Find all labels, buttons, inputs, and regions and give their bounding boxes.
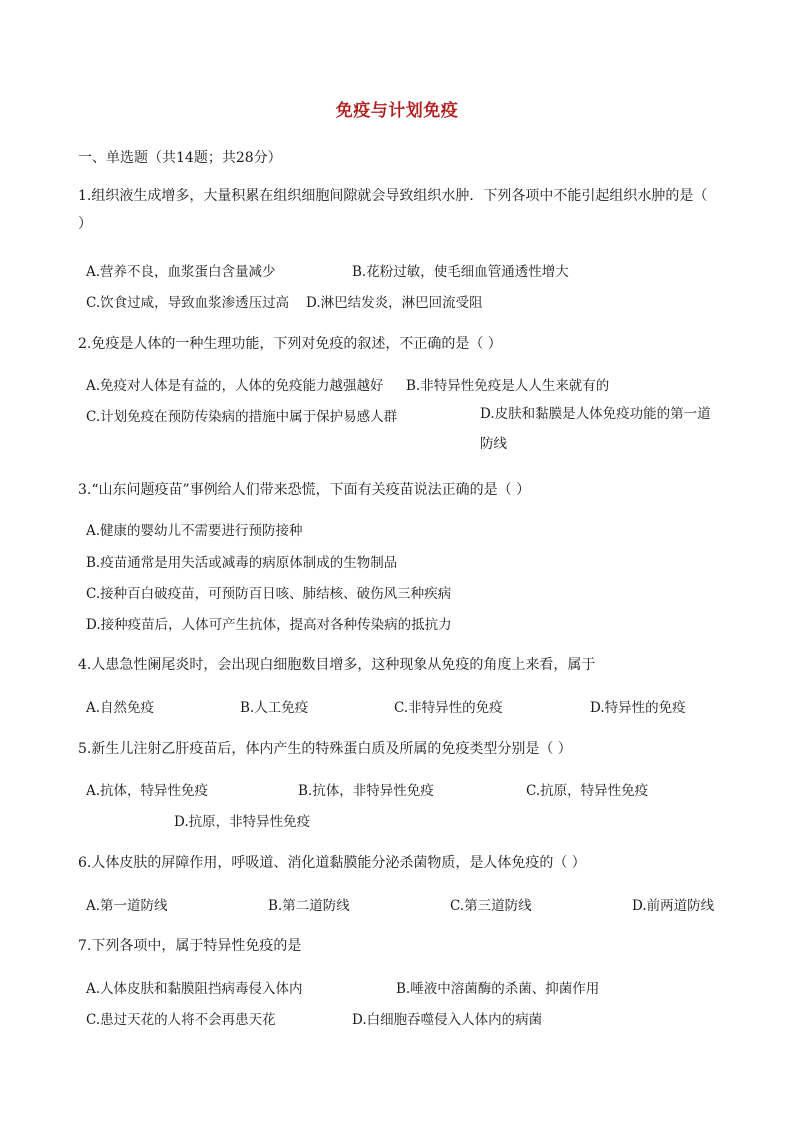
- option-1c: C.饮食过咸，导致血浆渗透压过高: [86, 295, 290, 311]
- option-3d: D.接种疫苗后，人体可产生抗体，提高对各种传染病的抵抗力: [86, 617, 452, 633]
- option-4d: D.特异性的免疫: [590, 700, 686, 716]
- option-5c: C.抗原，特异性免疫: [526, 783, 649, 799]
- option-4a: A.自然免疫: [86, 700, 155, 716]
- question-stem-5: 5.新生儿注射乙肝疫苗后，体内产生的特殊蛋白质及所属的免疫类型分别是（ ）: [78, 741, 572, 757]
- option-3b: B.疫苗通常是用失活或减毒的病原体制成的生物制品: [86, 555, 398, 571]
- section-heading: 一、单选题（共14题；共28分）: [78, 150, 282, 166]
- option-4c: C.非特异性的免疫: [394, 700, 503, 716]
- option-2d: D.皮肤和黏膜是人体免疫功能的第一道防线: [480, 406, 711, 452]
- option-4b: B.人工免疫: [240, 700, 309, 716]
- question-stem-3: 3.“山东问题疫苗”事例给人们带来恐慌，下面有关疫苗说法正确的是（ ）: [78, 482, 531, 498]
- option-7a: A.人体皮肤和黏膜阻挡病毒侵入体内: [86, 981, 303, 997]
- option-6a: A.第一道防线: [86, 898, 168, 914]
- option-2b: B.非特异性免疫是人人生来就有的: [406, 378, 610, 394]
- option-3c: C.接种百白破疫苗，可预防百日咳、肺结核、破伤风三种疾病: [86, 586, 452, 602]
- option-2a: A.免疫对人体是有益的，人体的免疫能力越强越好: [86, 378, 384, 394]
- option-2c: C.计划免疫在预防传染病的措施中属于保护易感人群: [86, 409, 398, 425]
- option-7d: D.白细胞吞噬侵入人体内的病菌: [352, 1012, 543, 1028]
- question-stem-6: 6.人体皮肤的屏障作用，呼吸道、消化道黏膜能分泌杀菌物质，是人体免疫的（ ）: [78, 855, 586, 871]
- option-5a: A.抗体，特异性免疫: [86, 783, 209, 799]
- option-5b: B.抗体，非特异性免疫: [298, 783, 434, 799]
- option-7b: B.唾液中溶菌酶的杀菌、抑菌作用: [396, 981, 600, 997]
- option-1d: D.淋巴结发炎，淋巴回流受阻: [306, 295, 483, 311]
- question-stem-2: 2.免疫是人体的一种生理功能，下列对免疫的叙述，不正确的是（ ）: [78, 336, 502, 352]
- option-3a: A.健康的婴幼儿不需要进行预防接种: [86, 523, 303, 539]
- question-stem-1: 1.组织液生成增多，大量积累在组织细胞间隙就会导致组织水肿．下列各项中不能引起组织水肿的是（ ）: [78, 188, 708, 232]
- option-6b: B.第二道防线: [268, 898, 350, 914]
- option-1b: B.花粉过敏，使毛细血管通透性增大: [352, 264, 569, 280]
- option-6d: D.前两道防线: [632, 898, 715, 914]
- page-title: 免疫与计划免疫: [335, 101, 459, 121]
- question-stem-4: 4.人患急性阑尾炎时，会出现白细胞数目增多，这种现象从免疫的角度上来看，属于: [78, 657, 596, 673]
- option-1a: A.营养不良，血浆蛋白含量减少: [86, 264, 276, 280]
- option-6c: C.第三道防线: [450, 898, 532, 914]
- option-5d: D.抗原，非特异性免疫: [174, 814, 311, 830]
- option-7c: C.患过天花的人将不会再患天花: [86, 1012, 276, 1028]
- question-stem-7: 7.下列各项中，属于特异性免疫的是: [78, 938, 302, 954]
